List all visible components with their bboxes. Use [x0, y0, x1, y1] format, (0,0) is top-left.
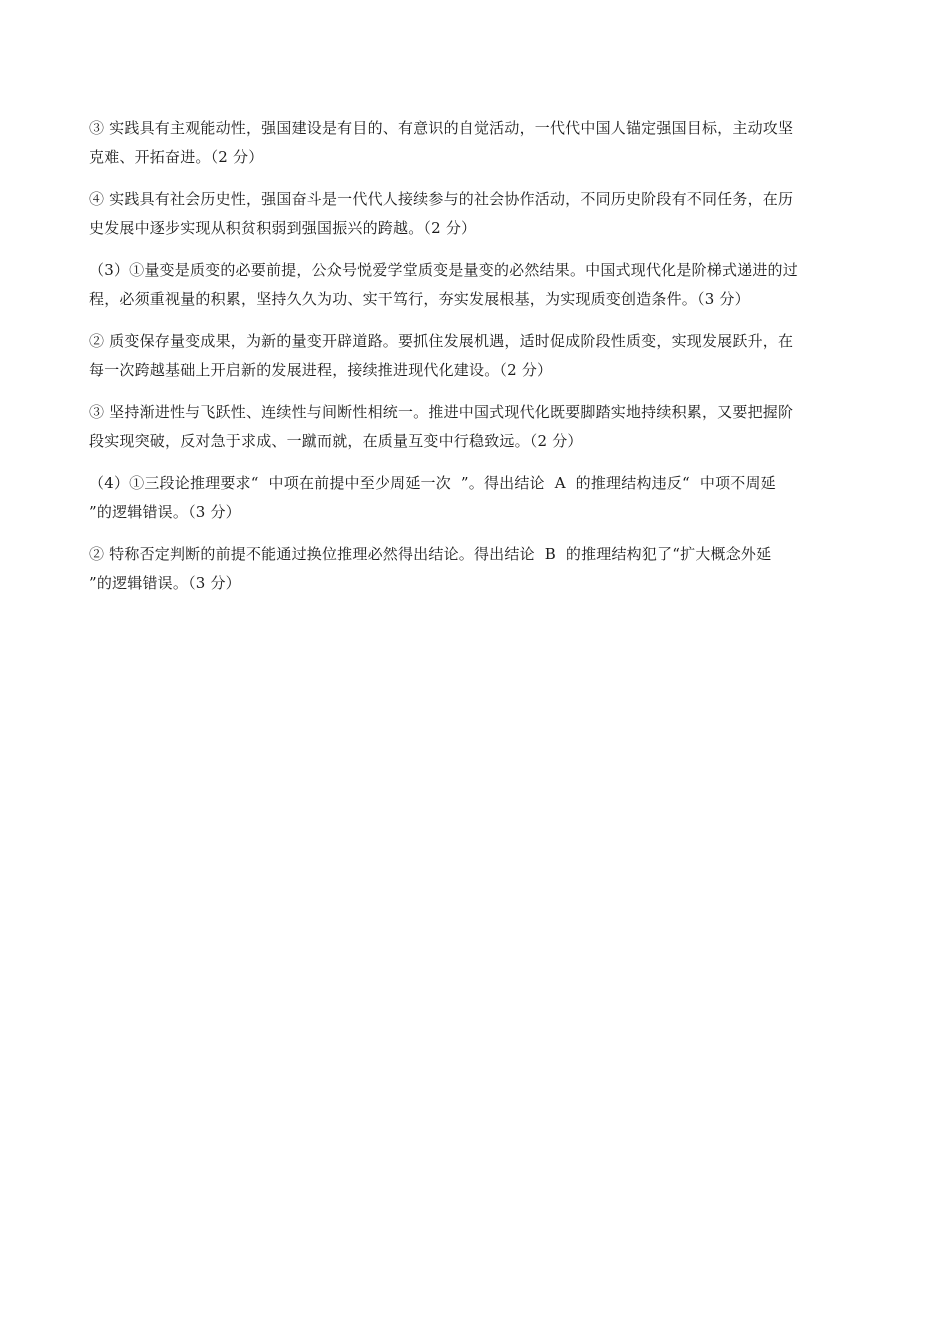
text-line: 段实现突破，反对急于求成、一蹴而就，在质量互变中行稳致远。（2 分） [89, 432, 583, 450]
text-line: ③ 实践具有主观能动性，强国建设是有目的、有意识的自觉活动，一代代中国人锚定强国目标，主动攻坚 [89, 119, 794, 137]
text-line: （4）①三段论推理要求“ 中项在前提中至少周延一次 ”。得出结论 A 的推理结构违反“ 中项不周延 [89, 474, 776, 492]
text-line: ② 质变保存量变成果，为新的量变开辟道路。要抓住发展机遇，适时促成阶段性质变，实现发展跃升，在 [89, 332, 794, 350]
answer-content [89, 114, 864, 611]
answer-paragraph-4 [89, 327, 864, 385]
text-line: ”的逻辑错误。（3 分） [89, 503, 241, 521]
text-line: ④ 实践具有社会历史性，强国奋斗是一代代人接续参与的社会协作活动，不同历史阶段有不同任务，在历 [89, 190, 794, 208]
answer-paragraph-6 [89, 469, 864, 527]
text-line: 史发展中逐步实现从积贫积弱到强国振兴的跨越。（2 分） [89, 219, 477, 237]
text-line: 程，必须重视量的积累，坚持久久为功、实干笃行，夯实发展根基，为实现质变创造条件。（3 分） [89, 290, 750, 308]
text-line: ③ 坚持渐进性与飞跃性、连续性与间断性相统一。推进中国式现代化既要脚踏实地持续积累，又要把握阶 [89, 403, 794, 421]
answer-paragraph-1 [89, 114, 864, 172]
text-line: 每一次跨越基础上开启新的发展进程，接续推进现代化建设。（2 分） [89, 361, 553, 379]
text-line: 克难、开拓奋进。（2 分） [89, 148, 264, 166]
answer-paragraph-5 [89, 398, 864, 456]
text-line: ”的逻辑错误。（3 分） [89, 574, 241, 592]
answer-paragraph-7 [89, 540, 864, 598]
text-line: ② 特称否定判断的前提不能通过换位推理必然得出结论。得出结论 B 的推理结构犯了“扩大概念外延 [89, 545, 772, 563]
answer-paragraph-2 [89, 185, 864, 243]
text-line: （3）①量变是质变的必要前提，公众号悦爱学堂质变是量变的必然结果。中国式现代化是阶梯式递进的过 [89, 261, 798, 279]
answer-paragraph-3 [89, 256, 864, 314]
